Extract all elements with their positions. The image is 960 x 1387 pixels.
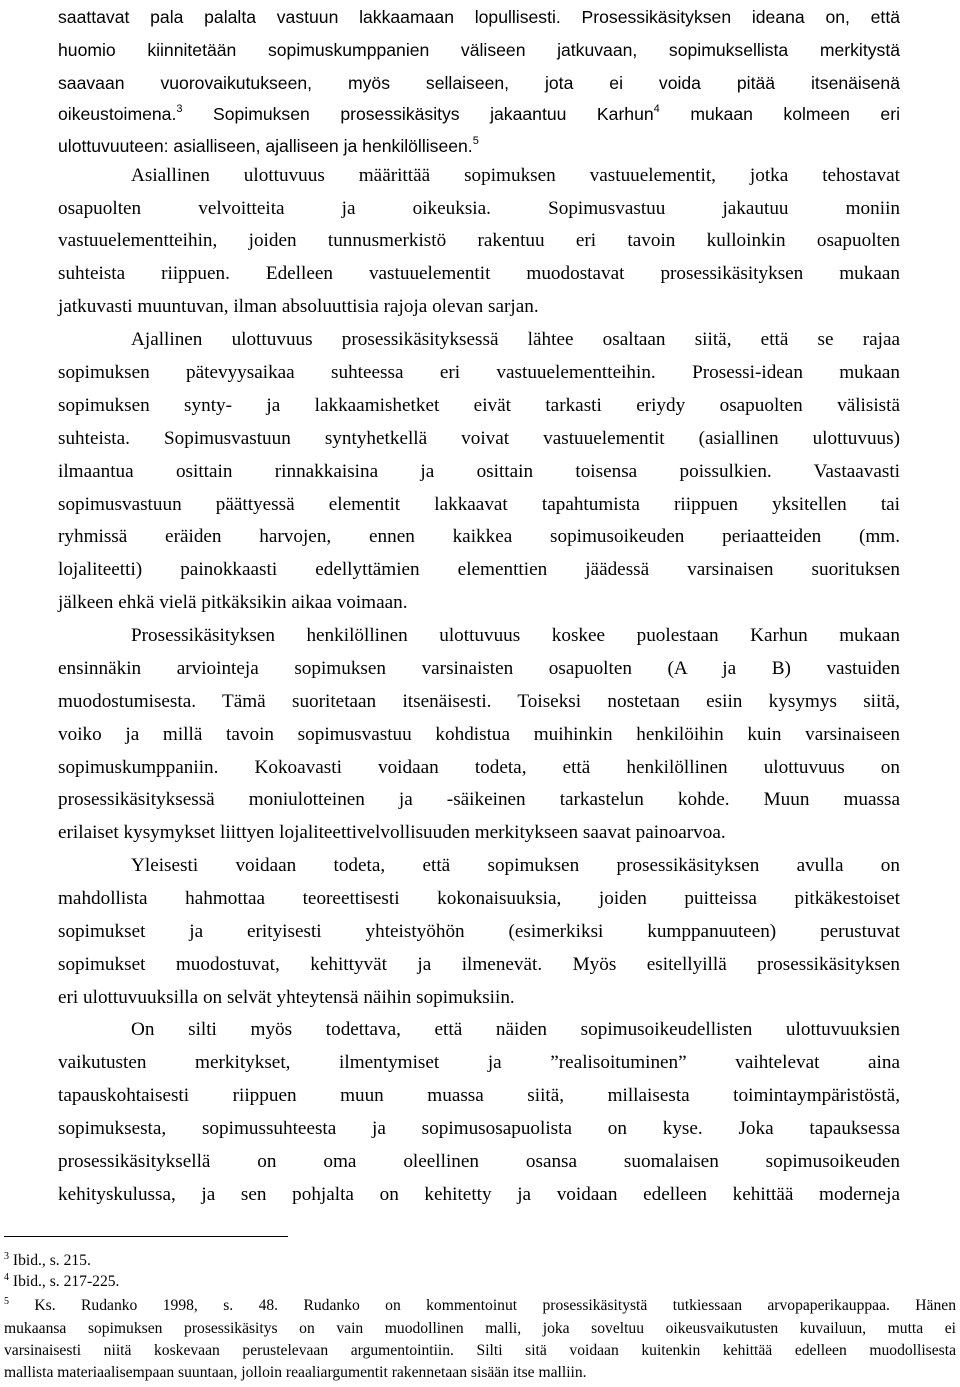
body-line: Asiallinen ulottuvuus määrittää sopimuksen vastuuelementit, jotka tehostavat	[131, 165, 900, 186]
body-line: sopimuksen synty- ja lakkaamishetket eivät tarkasti eriydy osapuolten välisistä	[58, 395, 900, 416]
body-line: jälkeen ehkä vielä pitkäksikin aikaa voimaan.	[58, 592, 408, 613]
footnote-ref-4: 4	[653, 103, 660, 115]
footnote-number: 3	[4, 1251, 9, 1262]
body-line: ilmaantua osittain rinnakkaisina ja osittain toisensa poissulkien. Vastaavasti	[58, 461, 900, 482]
body-line: prosessikäsityksellä on oma oleellinen osansa suomalaisen sopimusoikeuden	[58, 1151, 900, 1172]
body-line: vaikutusten merkitykset, ilmentymiset ja ”realisoituminen” vaihtelevat aina	[58, 1052, 900, 1073]
body-line: Yleisesti voidaan todeta, että sopimuksen prosessikäsityksen avulla on	[131, 855, 900, 876]
body-line: sopimukset muodostuvat, kehittyvät ja ilmenevät. Myös esitellyillä prosessikäsityksen	[58, 954, 900, 975]
body-line: sopimuksesta, sopimussuhteesta ja sopimusosapuolista on kyse. Joka tapauksessa	[58, 1118, 900, 1139]
body-line: suhteista. Sopimusvastuun syntyhetkellä voivat vastuuelementit (asiallinen ulottuvuus)	[58, 428, 900, 449]
body-line: huomio kiinnitetään sopimuskumppanien väliseen jatkuvaan, sopimuksellista merkitystä	[58, 40, 900, 60]
body-text: mukaan kolmeen eri	[690, 104, 900, 124]
body-text: Sopimuksen prosessikäsitys jakaantuu Karhun	[212, 104, 654, 124]
footnote-5	[4, 1295, 956, 1317]
footnote-3	[4, 1250, 956, 1272]
body-line: tapauskohtaisesti riippuen muun muassa siitä, millaisesta toimintaympäristöstä,	[58, 1085, 900, 1106]
footnote-line: mallista materiaalisempaan suuntaan, jolloin reaaliargumentit rakennetaan sisään itse malliin.	[4, 1364, 587, 1381]
footnote-text: Ks. Rudanko 1998, s. 48. Rudanko on kommentoinut prosessikäsitystä tutkiessaan arvopaperikauppaa. Hänen	[34, 1297, 956, 1314]
footnote-text: Ibid., s. 215.	[12, 1252, 91, 1269]
body-line: kehityskulussa, ja sen pohjalta on kehitetty ja voidaan edelleen kehittää moderneja	[58, 1184, 900, 1205]
body-line: lojaliteetti) painokkaasti edellyttämien elementtien jäädessä varsinaisen suorituksen	[58, 559, 900, 580]
body-line: sopimukset ja erityisesti yhteistyöhön (esimerkiksi kumppanuuteen) perustuvat	[58, 921, 900, 942]
body-line: Prosessikäsityksen henkilöllinen ulottuvuus koskee puolestaan Karhun mukaan	[131, 625, 900, 646]
body-line: voiko ja millä tavoin sopimusvastuu kohdistua muihinkin henkilöihin kuin varsinaiseen	[58, 724, 900, 745]
footnote-line: mukaansa sopimuksen prosessikäsitys on vain muodollinen malli, joka soveltuu oikeusvaikutusten kuvailuun, mutta ei	[4, 1320, 956, 1337]
body-line: sopimusvastuun päättyessä elementit lakkaavat tapahtumista riippuen yksitellen tai	[58, 494, 900, 515]
footnote-separator	[4, 1236, 288, 1237]
body-line: Ajallinen ulottuvuus prosessikäsityksessä lähtee osaltaan siitä, että se rajaa	[131, 329, 900, 350]
body-line: On silti myös todettava, että näiden sopimusoikeudellisten ulottuvuuksien	[131, 1019, 900, 1040]
footnote-number: 5	[4, 1296, 9, 1307]
body-line: osapuolten velvoitteita ja oikeuksia. Sopimusvastuu jakautuu moniin	[58, 198, 900, 219]
footnote-4	[4, 1271, 956, 1293]
body-text: ulottuvuuteen: asialliseen, ajalliseen ja henkilölliseen.	[58, 136, 473, 156]
footnote-text: Ibid., s. 217-225.	[12, 1273, 120, 1290]
body-line: mahdollista hahmottaa teoreettisesti kokonaisuuksia, joiden puitteissa pitkäkestoiset	[58, 888, 900, 909]
body-text: oikeustoimena.	[58, 104, 177, 124]
body-line: vastuuelementteihin, joiden tunnusmerkistö rakentuu eri tavoin kulloinkin osapuolten	[58, 230, 900, 251]
body-line: eri ulottuvuuksilla on selvät yhteytensä näihin sopimuksiin.	[58, 987, 515, 1008]
body-line: erilaiset kysymykset liittyen lojaliteettivelvollisuuden merkitykseen saavat painoarvoa.	[58, 822, 726, 843]
body-line: ensinnäkin arviointeja sopimuksen varsinaisten osapuolten (A ja B) vastuiden	[58, 658, 900, 679]
body-line: saavaan vuorovaikutukseen, myös sellaiseen, jota ei voida pitää itsenäisenä	[58, 73, 900, 93]
body-line: sopimuksen pätevyysaikaa suhteessa eri vastuuelementteihin. Prosessi-idean mukaan	[58, 362, 900, 383]
footnote-ref-3: 3	[176, 103, 183, 115]
body-line: muodostumisesta. Tämä suoritetaan itsenäisesti. Toiseksi nostetaan esiin kysymys siitä,	[58, 691, 900, 712]
body-line: prosessikäsityksessä moniulotteinen ja -säikeinen tarkastelun kohde. Muun muassa	[58, 789, 900, 810]
body-line: ryhmissä eräiden harvojen, ennen kaikkea sopimusoikeuden periaatteiden (mm.	[58, 526, 900, 547]
body-line: jatkuvasti muuntuvan, ilman absoluuttisia rajoja olevan sarjan.	[58, 296, 539, 317]
body-line: saattavat pala palalta vastuun lakkaamaan lopullisesti. Prosessikäsityksen ideana on, että	[58, 7, 900, 27]
body-line: suhteista riippuen. Edelleen vastuuelementit muodostavat prosessikäsityksen mukaan	[58, 263, 900, 284]
body-line: sopimuskumppaniin. Kokoavasti voidaan todeta, että henkilöllinen ulottuvuus on	[58, 757, 900, 778]
footnote-number: 4	[4, 1272, 9, 1283]
footnote-line: varsinaisesti niitä koskevaan perustelevaan argumentointiin. Silti sitä voidaan kuitenkin kehittää edelleen muodollisesta	[4, 1342, 956, 1359]
footnote-ref-5: 5	[472, 135, 479, 147]
body-line	[58, 98, 900, 131]
